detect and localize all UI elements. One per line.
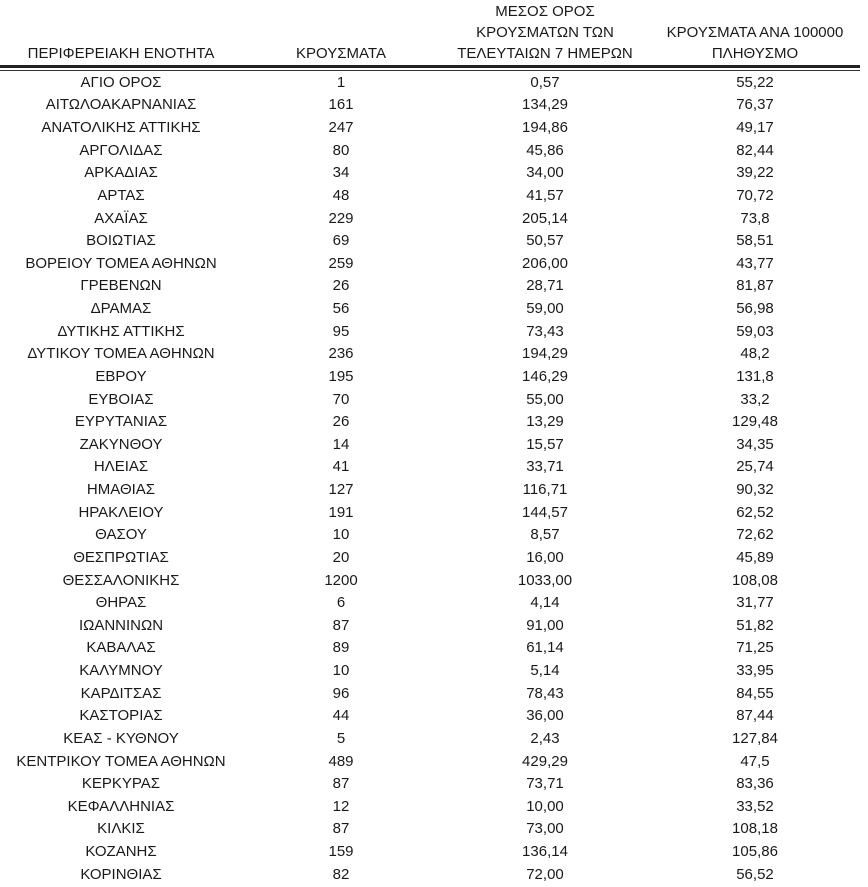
cell-avg7days: 72,00 xyxy=(526,865,564,883)
cell-cases: 80 xyxy=(332,141,350,159)
table-row xyxy=(0,94,860,117)
cell-avg7days: 28,71 xyxy=(526,277,564,295)
cell-avg7days: 134,29 xyxy=(522,96,568,114)
table-row xyxy=(0,433,860,456)
cell-cases: 12 xyxy=(332,797,350,815)
cell-cases: 26 xyxy=(332,277,350,295)
table-row xyxy=(0,569,860,592)
cell-per100k: 56,52 xyxy=(736,865,774,883)
cell-region: ΗΜΑΘΙΑΣ xyxy=(86,481,156,499)
cell-region: ΑΡΓΟΛΙΔΑΣ xyxy=(79,141,163,159)
cell-cases: 236 xyxy=(328,345,354,363)
table-row xyxy=(0,229,860,252)
cell-region: ΚΙΛΚΙΣ xyxy=(97,820,145,838)
cell-region: ΗΡΑΚΛΕΙΟΥ xyxy=(78,503,164,521)
cell-cases: 229 xyxy=(328,209,354,227)
cell-per100k: 45,89 xyxy=(736,548,774,566)
cell-region: ΚΟΖΑΝΗΣ xyxy=(85,843,157,861)
cell-cases: 259 xyxy=(328,254,354,272)
cell-per100k: 25,74 xyxy=(736,458,774,476)
cell-region: ΑΧΑΪΑΣ xyxy=(94,209,148,227)
table-row xyxy=(0,546,860,569)
cell-per100k: 83,36 xyxy=(736,775,774,793)
cell-cases: 87 xyxy=(332,616,350,634)
cell-per100k: 55,22 xyxy=(736,73,774,91)
cell-per100k: 129,48 xyxy=(732,413,778,431)
table-header-row xyxy=(0,0,860,64)
cell-region: ΚΕΑΣ - ΚΥΘΝΟΥ xyxy=(63,729,179,747)
cell-per100k: 131,8 xyxy=(736,367,774,385)
table-row xyxy=(0,320,860,343)
cell-cases: 26 xyxy=(332,413,350,431)
table-row xyxy=(0,252,860,275)
cell-cases: 41 xyxy=(332,458,350,476)
cell-region: ΑΙΤΩΛΟΑΚΑΡΝΑΝΙΑΣ xyxy=(45,96,197,114)
cell-region: ΘΕΣΣΑΛΟΝΙΚΗΣ xyxy=(62,571,180,589)
cell-region: ΕΒΡΟΥ xyxy=(95,367,147,385)
cell-avg7days: 33,71 xyxy=(526,458,564,476)
cell-cases: 6 xyxy=(336,594,346,612)
cell-avg7days: 194,29 xyxy=(522,345,568,363)
table-row xyxy=(0,591,860,614)
table-row xyxy=(0,365,860,388)
cell-region: ΚΑΡΔΙΤΣΑΣ xyxy=(80,684,162,702)
cell-cases: 191 xyxy=(328,503,354,521)
cell-cases: 159 xyxy=(328,843,354,861)
cell-per100k: 70,72 xyxy=(736,186,774,204)
column-header-region-label: ΠΕΡΙΦΕΡΕΙΑΚΗ ΕΝΟΤΗΤΑ xyxy=(27,45,215,62)
cell-avg7days: 146,29 xyxy=(522,367,568,385)
table-row xyxy=(0,388,860,411)
table-row xyxy=(0,297,860,320)
cell-avg7days: 73,43 xyxy=(526,322,564,340)
cell-avg7days: 144,57 xyxy=(522,503,568,521)
table-row xyxy=(0,795,860,818)
cell-per100k: 33,2 xyxy=(740,390,770,408)
cell-per100k: 72,62 xyxy=(736,526,774,544)
cell-per100k: 73,8 xyxy=(740,209,770,227)
cell-region: ΓΡΕΒΕΝΩΝ xyxy=(80,277,162,295)
cell-per100k: 108,08 xyxy=(732,571,778,589)
cell-per100k: 48,2 xyxy=(740,345,770,363)
cell-per100k: 62,52 xyxy=(736,503,774,521)
cell-cases: 44 xyxy=(332,707,350,725)
cell-avg7days: 5,14 xyxy=(530,662,560,680)
cell-region: ΚΕΦΑΛΛΗΝΙΑΣ xyxy=(67,797,175,815)
cell-region: ΘΑΣΟΥ xyxy=(95,526,147,544)
table-row xyxy=(0,343,860,366)
table-row xyxy=(0,727,860,750)
cell-region: ΑΡΚΑΔΙΑΣ xyxy=(84,164,158,182)
cell-avg7days: 1033,00 xyxy=(517,571,573,589)
cell-per100k: 127,84 xyxy=(732,729,778,747)
cell-cases: 1200 xyxy=(324,571,358,589)
column-header-per100k xyxy=(650,0,860,64)
cell-region: ΖΑΚΥΝΘΟΥ xyxy=(79,435,163,453)
cell-avg7days: 205,14 xyxy=(522,209,568,227)
cell-cases: 82 xyxy=(332,865,350,883)
cell-per100k: 105,86 xyxy=(732,843,778,861)
cell-avg7days: 194,86 xyxy=(522,119,568,137)
cell-per100k: 84,55 xyxy=(736,684,774,702)
cell-per100k: 71,25 xyxy=(736,639,774,657)
table-row xyxy=(0,863,860,886)
table-row xyxy=(0,705,860,728)
table-row xyxy=(0,162,860,185)
cell-region: ΔΥΤΙΚΗΣ ΑΤΤΙΚΗΣ xyxy=(57,322,185,340)
cell-avg7days: 116,71 xyxy=(522,481,568,499)
cell-avg7days: 73,71 xyxy=(526,775,564,793)
cell-avg7days: 206,00 xyxy=(522,254,568,272)
cell-cases: 70 xyxy=(332,390,350,408)
cell-cases: 89 xyxy=(332,639,350,657)
cell-avg7days: 8,57 xyxy=(530,526,560,544)
table-row xyxy=(0,772,860,795)
cell-avg7days: 78,43 xyxy=(526,684,564,702)
cell-avg7days: 59,00 xyxy=(526,300,564,318)
cell-per100k: 39,22 xyxy=(736,164,774,182)
cell-per100k: 58,51 xyxy=(736,232,774,250)
cell-region: ΗΛΕΙΑΣ xyxy=(93,458,149,476)
cell-per100k: 90,32 xyxy=(736,481,774,499)
cell-avg7days: 34,00 xyxy=(526,164,564,182)
cell-cases: 161 xyxy=(328,96,354,114)
table-row xyxy=(0,750,860,773)
cell-region: ΚΕΡΚΥΡΑΣ xyxy=(81,775,161,793)
cell-region: ΔΥΤΙΚΟΥ ΤΟΜΕΑ ΑΘΗΝΩΝ xyxy=(27,345,215,363)
cell-region: ΘΕΣΠΡΩΤΙΑΣ xyxy=(73,548,169,566)
cell-per100k: 82,44 xyxy=(736,141,774,159)
cell-cases: 48 xyxy=(332,186,350,204)
cell-per100k: 59,03 xyxy=(736,322,774,340)
table-row xyxy=(0,184,860,207)
table-row xyxy=(0,501,860,524)
column-header-cases-label: ΚΡΟΥΣΜΑΤΑ xyxy=(296,45,386,62)
cell-avg7days: 73,00 xyxy=(526,820,564,838)
cell-cases: 1 xyxy=(336,73,346,91)
table-row xyxy=(0,818,860,841)
cell-cases: 10 xyxy=(332,526,350,544)
cell-region: ΔΡΑΜΑΣ xyxy=(90,300,152,318)
cell-avg7days: 41,57 xyxy=(526,186,564,204)
cell-cases: 95 xyxy=(332,322,350,340)
cell-cases: 20 xyxy=(332,548,350,566)
cell-per100k: 33,52 xyxy=(736,797,774,815)
table-row xyxy=(0,456,860,479)
cell-cases: 87 xyxy=(332,820,350,838)
cell-avg7days: 91,00 xyxy=(526,616,564,634)
cell-per100k: 56,98 xyxy=(736,300,774,318)
cell-avg7days: 2,43 xyxy=(530,729,560,747)
cell-cases: 10 xyxy=(332,662,350,680)
cell-region: ΚΕΝΤΡΙΚΟΥ ΤΟΜΕΑ ΑΘΗΝΩΝ xyxy=(16,752,226,770)
cell-avg7days: 429,29 xyxy=(522,752,568,770)
cell-avg7days: 136,14 xyxy=(522,843,568,861)
cell-cases: 489 xyxy=(328,752,354,770)
table-row xyxy=(0,637,860,660)
cell-region: ΕΥΒΟΙΑΣ xyxy=(88,390,154,408)
cell-per100k: 33,95 xyxy=(736,662,774,680)
cell-cases: 87 xyxy=(332,775,350,793)
column-header-per100k-label: ΚΡΟΥΣΜΑΤΑ ΑΝΑ 100000 ΠΛΗΘΥΣΜΟ xyxy=(666,24,844,62)
column-header-avg7days-label: ΜΕΣΟΣ ΟΡΟΣ ΚΡΟΥΣΜΑΤΩΝ ΤΩΝ ΤΕΛΕΥΤΑΙΩΝ 7 ΗΜΕΡΩΝ xyxy=(457,3,633,62)
cell-cases: 5 xyxy=(336,729,346,747)
table-row xyxy=(0,207,860,230)
table-row xyxy=(0,840,860,863)
cell-per100k: 108,18 xyxy=(732,820,778,838)
cell-avg7days: 45,86 xyxy=(526,141,564,159)
cell-cases: 34 xyxy=(332,164,350,182)
cell-per100k: 81,87 xyxy=(736,277,774,295)
table-row xyxy=(0,275,860,298)
table-body xyxy=(0,71,860,886)
cell-avg7days: 50,57 xyxy=(526,232,564,250)
table-row xyxy=(0,659,860,682)
cell-avg7days: 13,29 xyxy=(526,413,564,431)
column-header-avg7days xyxy=(440,0,650,64)
cell-per100k: 87,44 xyxy=(736,707,774,725)
cell-cases: 127 xyxy=(328,481,354,499)
cell-cases: 14 xyxy=(332,435,350,453)
cell-cases: 96 xyxy=(332,684,350,702)
cell-per100k: 34,35 xyxy=(736,435,774,453)
cell-avg7days: 15,57 xyxy=(526,435,564,453)
cell-cases: 69 xyxy=(332,232,350,250)
cell-per100k: 76,37 xyxy=(736,96,774,114)
table-row xyxy=(0,614,860,637)
cell-avg7days: 16,00 xyxy=(526,548,564,566)
cell-region: ΑΝΑΤΟΛΙΚΗΣ ΑΤΤΙΚΗΣ xyxy=(41,119,201,137)
cell-region: ΚΑΣΤΟΡΙΑΣ xyxy=(79,707,163,725)
table-row xyxy=(0,139,860,162)
cell-region: ΑΡΤΑΣ xyxy=(97,186,145,204)
cell-avg7days: 36,00 xyxy=(526,707,564,725)
cell-region: ΚΟΡΙΝΘΙΑΣ xyxy=(80,865,162,883)
table-row xyxy=(0,410,860,433)
table-row xyxy=(0,116,860,139)
cell-region: ΒΟΡΕΙΟΥ ΤΟΜΕΑ ΑΘΗΝΩΝ xyxy=(25,254,217,272)
table-row xyxy=(0,71,860,94)
cell-region: ΑΓΙΟ ΟΡΟΣ xyxy=(80,73,162,91)
cell-cases: 195 xyxy=(328,367,354,385)
table-row xyxy=(0,682,860,705)
column-header-cases xyxy=(242,0,440,64)
table-row xyxy=(0,478,860,501)
cell-avg7days: 4,14 xyxy=(530,594,560,612)
cell-per100k: 47,5 xyxy=(740,752,770,770)
cell-per100k: 43,77 xyxy=(736,254,774,272)
column-header-region xyxy=(0,0,242,64)
cell-per100k: 49,17 xyxy=(736,119,774,137)
cell-region: ΚΑΛΥΜΝΟΥ xyxy=(79,662,163,680)
cell-region: ΙΩΑΝΝΙΝΩΝ xyxy=(78,616,164,634)
table-row xyxy=(0,524,860,547)
cell-region: ΕΥΡΥΤΑΝΙΑΣ xyxy=(74,413,168,431)
cell-region: ΒΟΙΩΤΙΑΣ xyxy=(86,232,156,250)
cell-per100k: 31,77 xyxy=(736,594,774,612)
cell-per100k: 51,82 xyxy=(736,616,774,634)
cell-cases: 247 xyxy=(328,119,354,137)
cell-avg7days: 61,14 xyxy=(526,639,564,657)
cell-cases: 56 xyxy=(332,300,350,318)
cell-region: ΚΑΒΑΛΑΣ xyxy=(86,639,156,657)
cell-avg7days: 0,57 xyxy=(530,73,560,91)
cell-avg7days: 10,00 xyxy=(526,797,564,815)
cell-avg7days: 55,00 xyxy=(526,390,564,408)
cell-region: ΘΗΡΑΣ xyxy=(95,594,147,612)
